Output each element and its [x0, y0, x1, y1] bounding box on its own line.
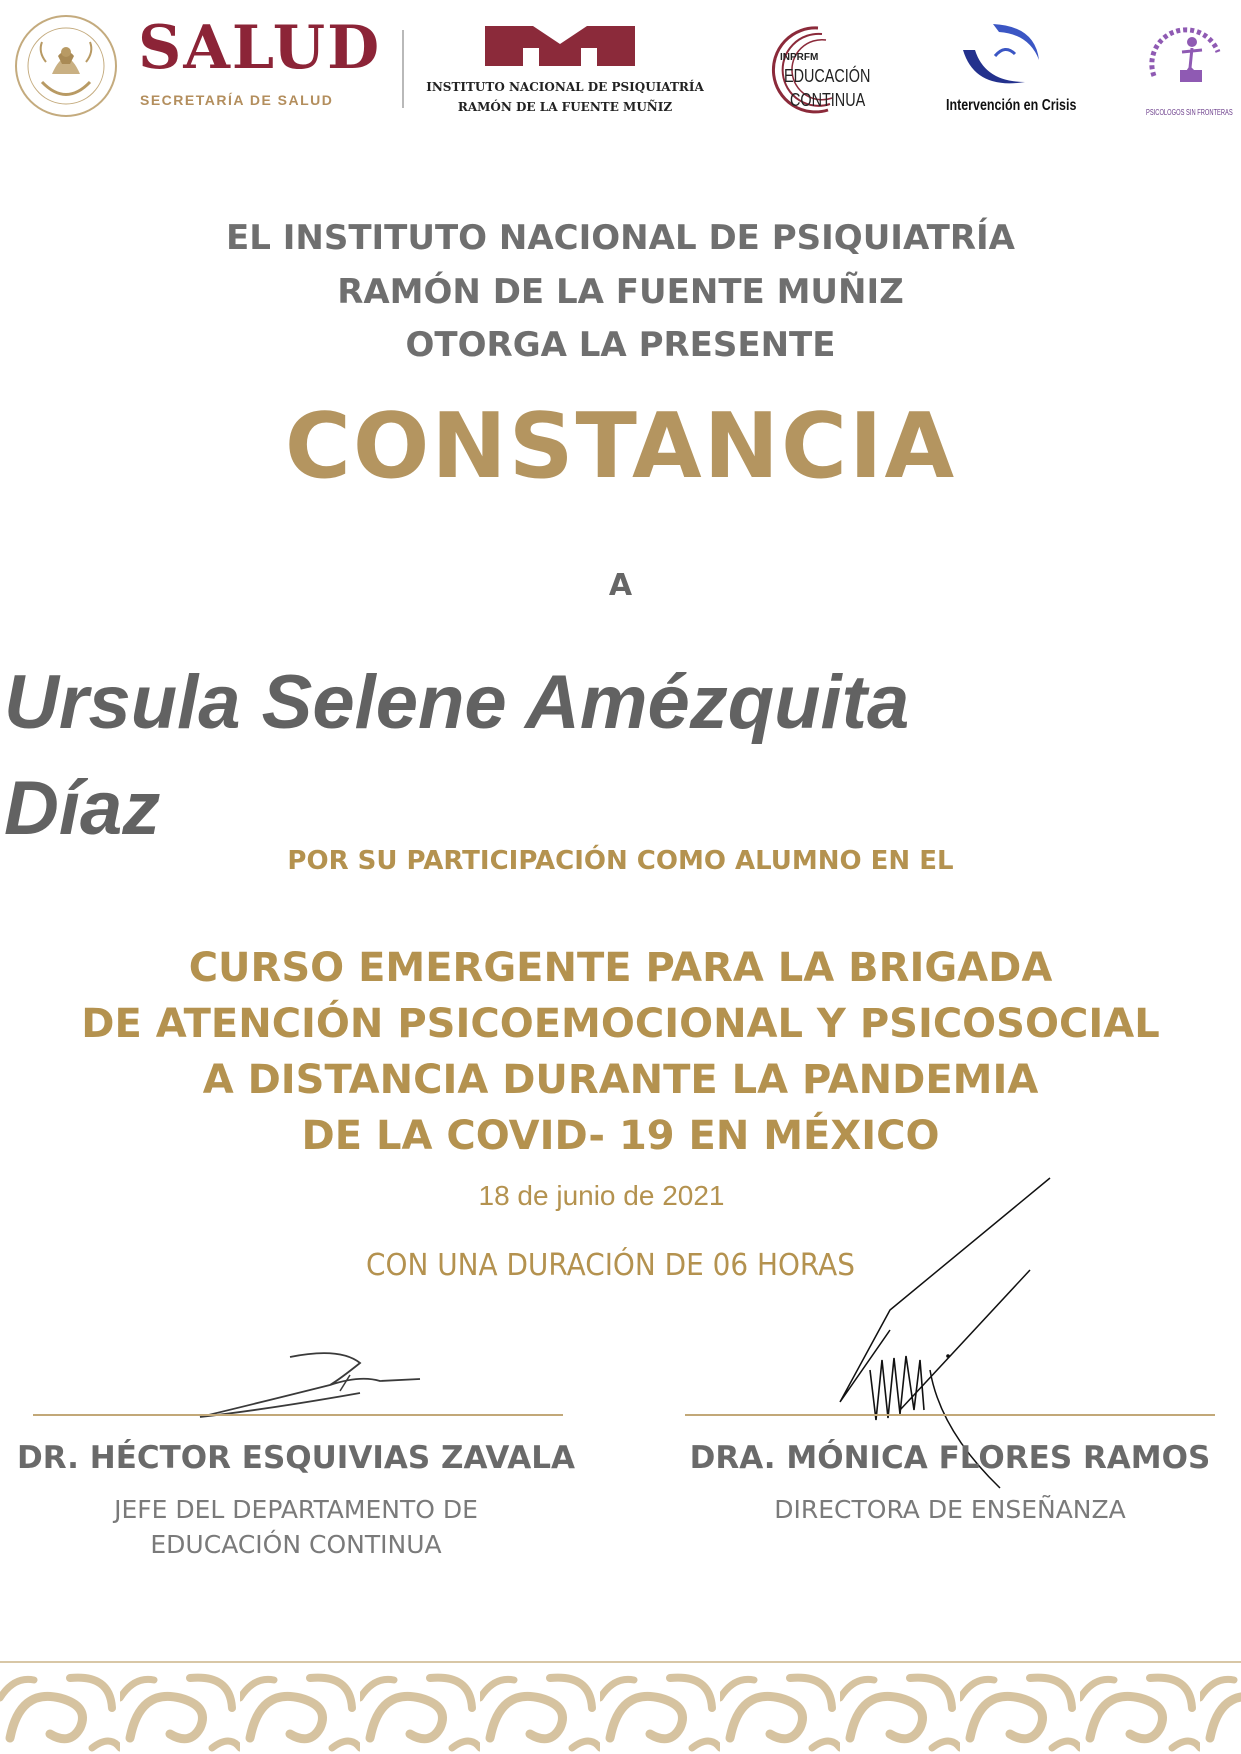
certificate-title: CONSTANCIA [284, 394, 957, 499]
signer-right-role-line1: DIRECTORA DE ENSEÑANZA [774, 1495, 1126, 1524]
participation-text: POR SU PARTICIPACIÓN COMO ALUMNO EN EL [287, 846, 954, 876]
institute-name-line2: RAMÓN DE LA FUENTE MUÑIZ [457, 100, 673, 114]
signer-right-name: DRA. MÓNICA FLORES RAMOS [689, 1440, 1211, 1476]
crisis-logo-label: Intervención en Crisis [946, 97, 1077, 114]
signer-left-role-line1: JEFE DEL DEPARTAMENTO DE [114, 1495, 478, 1524]
course-title-line-2: DE ATENCIÓN PSICOEMOCIONAL Y PSICOSOCIAL [81, 1001, 1160, 1047]
psf-logo-label: PSICOLOGOS SIN FRONTERAS [1146, 108, 1233, 117]
salud-title: SALUD [138, 13, 382, 83]
decorative-pattern-band [0, 1668, 1241, 1754]
signature-line-left [33, 1414, 563, 1416]
course-date: 18 de junio de 2021 [478, 1180, 725, 1211]
signer-left-role-line2: EDUCACIÓN CONTINUA [150, 1530, 442, 1559]
intro-line-3: OTORGA LA PRESENTE [405, 325, 836, 365]
psychologists-figure-logo-icon [1140, 18, 1230, 98]
signature-line-right [685, 1414, 1215, 1416]
certificate-header [0, 0, 1241, 140]
salud-subtitle: SECRETARÍA DE SALUD [140, 92, 334, 108]
signer-left-name: DR. HÉCTOR ESQUIVIAS ZAVALA [17, 1440, 575, 1476]
crescent-swirl-logo-icon [955, 20, 1045, 92]
recipient-name: Ursula Selene Amézquita Díaz [4, 660, 910, 851]
course-title-line-4: DE LA COVID- 19 EN MÉXICO [301, 1113, 940, 1159]
intro-line-1: EL INSTITUTO NACIONAL DE PSIQUIATRÍA [226, 218, 1015, 258]
inp-building-logo-icon [485, 22, 635, 70]
footer-rule [0, 1661, 1241, 1663]
intro-line-2: RAMÓN DE LA FUENTE MUÑIZ [337, 272, 904, 312]
institute-name-line1: INSTITUTO NACIONAL DE PSIQUIATRÍA [426, 80, 704, 94]
to-word: A [608, 568, 633, 603]
header-divider [402, 30, 404, 108]
course-title-line-3: A DISTANCIA DURANTE LA PANDEMIA [202, 1057, 1039, 1103]
education-logo-line2: CONTINUA [790, 90, 866, 110]
education-logo-line1: EDUCACIÓN [784, 66, 871, 86]
national-coat-of-arms-icon [12, 12, 120, 120]
course-title-line-1: CURSO EMERGENTE PARA LA BRIGADA [188, 945, 1053, 991]
course-duration: CON UNA DURACIÓN DE 06 HORAS [366, 1248, 855, 1283]
education-logo-acronym: INPRFM [780, 52, 819, 63]
signature-left-icon [190, 1345, 430, 1425]
